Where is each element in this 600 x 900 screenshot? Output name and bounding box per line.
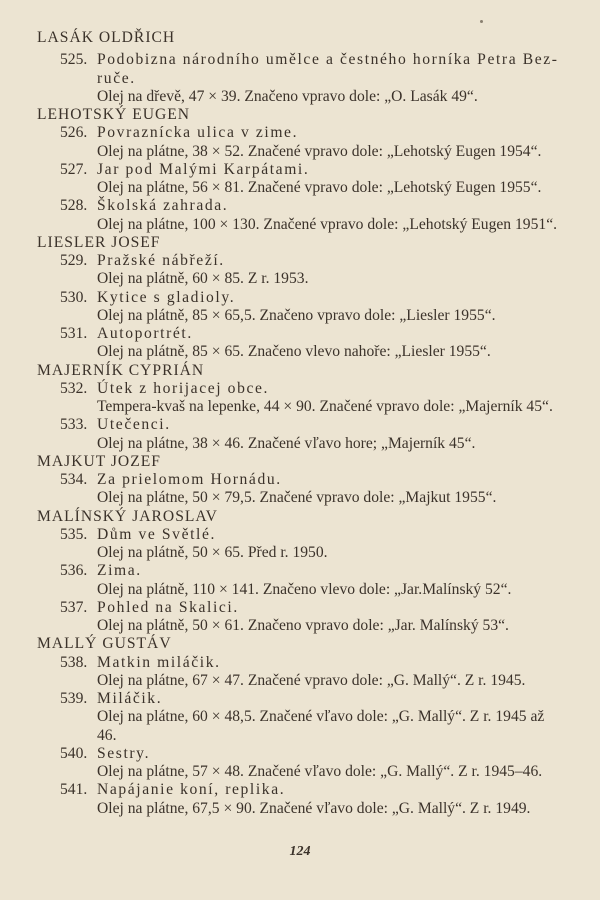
entry-number: 532. xyxy=(60,379,88,397)
work-description: Olej na plátně, 85 × 65,5. Značeno vpravo dole: „Liesler 1955“. xyxy=(97,306,496,324)
work-title: Dům ve Světlé. xyxy=(97,525,216,543)
entry-number: 537. xyxy=(60,598,88,616)
work-title: Miláčik. xyxy=(97,690,163,707)
work-title: Za prielomom Hornádu. xyxy=(97,471,282,488)
entry-number: 534. xyxy=(60,471,88,488)
entry-number: 531. xyxy=(60,325,88,342)
work-title: Pražské nábřeží. xyxy=(97,252,225,269)
page-number: 124 xyxy=(289,844,311,859)
work-title-continued: ruče. xyxy=(97,69,136,87)
artist-section xyxy=(0,106,600,234)
catalog-entry xyxy=(0,124,600,161)
entry-number: 526. xyxy=(60,124,88,142)
work-description: Olej na plátne, 38 × 46. Značené vľavo hore; „Majerník 45“. xyxy=(97,434,476,452)
entry-number: 529. xyxy=(60,252,88,269)
catalog-entry xyxy=(0,197,600,234)
work-description: Olej na plátne, 57 × 48. Značené vľavo dole: „G. Mallý“. Z r. 1945–46. xyxy=(97,763,543,780)
work-title: Napájanie koní, replika. xyxy=(97,781,286,799)
entry-number: 538. xyxy=(60,653,88,671)
catalog-entry xyxy=(0,380,600,417)
entry-number: 533. xyxy=(60,416,88,434)
print-speck xyxy=(480,20,483,23)
catalog-entry xyxy=(0,781,600,818)
work-title: Matkin miláčik. xyxy=(97,653,221,671)
entry-number: 539. xyxy=(60,690,88,707)
catalog-entry xyxy=(0,161,600,198)
work-description: Olej na plátne, 50 × 79,5. Značené vpravo dole: „Majkut 1955“. xyxy=(97,489,497,507)
artist-section xyxy=(0,635,600,818)
catalog-entry xyxy=(0,599,600,636)
work-description: 46. xyxy=(97,726,117,744)
catalog-page xyxy=(0,29,600,818)
entry-number: 525. xyxy=(60,51,88,69)
catalog-entry xyxy=(0,471,600,508)
catalog-entry xyxy=(0,325,600,362)
work-title: Pohled na Skalici. xyxy=(97,598,239,616)
catalog-entry xyxy=(0,745,600,782)
catalog-entry xyxy=(0,289,600,326)
work-description: Olej na plátne, 56 × 81. Značené vpravo dole: „Lehotský Eugen 1955“. xyxy=(97,179,542,196)
work-description: Olej na plátne, 67,5 × 90. Značené vľavo dole: „G. Mallý“. Z r. 1949. xyxy=(97,799,531,817)
artist-name: MAJERNÍK CYPRIÁN xyxy=(37,361,205,379)
entry-number: 535. xyxy=(60,525,88,543)
work-description: Olej na plátne, 100 × 130. Značené vpravo dole: „Lehotský Eugen 1951“. xyxy=(97,215,558,233)
entry-number: 528. xyxy=(60,197,88,215)
work-description: Olej na plátně, 60 × 85. Z r. 1953. xyxy=(97,270,309,288)
entry-number: 536. xyxy=(60,562,88,580)
work-description: Olej na plátně, 110 × 141. Značeno vlevo dole: „Jar.Malínský 52“. xyxy=(97,580,512,598)
work-title: Útek z horijacej obce. xyxy=(97,379,270,397)
catalog-entry xyxy=(0,526,600,563)
artist-section xyxy=(0,234,600,362)
work-title: Sestry. xyxy=(97,744,151,762)
work-title: Povraznícka ulica v zime. xyxy=(97,124,299,142)
catalog-entry xyxy=(0,562,600,599)
artist-name: LIESLER JOSEF xyxy=(37,233,161,251)
work-description: Olej na plátne, 67 × 47. Značené vpravo dole: „G. Mallý“. Z r. 1945. xyxy=(97,671,526,689)
work-description: Olej na dřevě, 47 × 39. Značeno vpravo dole: „O. Lasák 49“. xyxy=(97,87,478,105)
work-description: Olej na plátně, 50 × 65. Před r. 1950. xyxy=(97,544,328,561)
artist-section xyxy=(0,362,600,453)
entry-number: 541. xyxy=(60,781,88,799)
work-title: Kytice s gladioly. xyxy=(97,288,236,306)
work-description: Olej na plátne, 38 × 52. Značené vpravo dole: „Lehotský Eugen 1954“. xyxy=(97,142,542,160)
entry-number: 527. xyxy=(60,160,88,178)
work-title: Autoportrét. xyxy=(97,325,193,342)
entry-number: 530. xyxy=(60,288,88,306)
entry-number: 540. xyxy=(60,744,88,762)
work-description: Olej na plátně, 50 × 61. Značeno vpravo dole: „Jar. Malínský 53“. xyxy=(97,617,509,634)
catalog-entry xyxy=(0,252,600,289)
catalog-entry xyxy=(0,416,600,453)
work-description: Olej na plátně, 85 × 65. Značeno vlevo nahoře: „Liesler 1955“. xyxy=(97,343,491,361)
work-title: Podobizna národního umělce a čestného horníka Petra Bez- xyxy=(97,51,559,69)
work-description: Olej na plátne, 60 × 48,5. Značené vľavo dole: „G. Mallý“. Z r. 1945 až xyxy=(97,708,545,726)
work-title: Školská zahrada. xyxy=(97,197,229,215)
work-title: Jar pod Malými Karpátami. xyxy=(97,160,310,178)
artist-name: MAJKUT JOZEF xyxy=(37,452,161,470)
work-description: Tempera-kvaš na lepenke, 44 × 90. Značené vpravo dole: „Majerník 45“. xyxy=(97,398,553,415)
artist-section xyxy=(0,453,600,508)
work-title: Zima. xyxy=(97,562,142,580)
artist-name: MALÍNSKÝ JAROSLAV xyxy=(37,507,218,525)
artist-section xyxy=(0,29,600,106)
artist-name: MALLÝ GUSTÁV xyxy=(37,635,172,653)
artist-name: LASÁK OLDŘICH xyxy=(37,29,176,46)
catalog-entry xyxy=(0,51,600,106)
work-title: Utečenci. xyxy=(97,416,171,434)
catalog-entry xyxy=(0,690,600,745)
catalog-entry xyxy=(0,654,600,691)
artist-section xyxy=(0,508,600,636)
artist-name: LEHOTSKÝ EUGEN xyxy=(37,106,191,123)
